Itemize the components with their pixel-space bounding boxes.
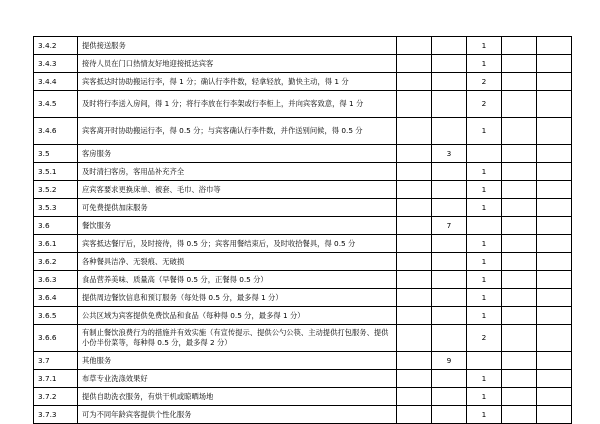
empty-cell xyxy=(537,91,572,118)
section-score-cell xyxy=(432,370,467,388)
section-score-cell xyxy=(432,253,467,271)
empty-cell xyxy=(502,307,537,325)
empty-cell xyxy=(397,352,432,370)
empty-cell xyxy=(502,163,537,181)
empty-cell xyxy=(537,235,572,253)
empty-cell xyxy=(537,199,572,217)
item-description-cell xyxy=(78,325,397,352)
item-code-text: 3.6.5 xyxy=(38,310,57,320)
empty-cell xyxy=(502,118,537,145)
empty-cell xyxy=(537,289,572,307)
item-description-cell xyxy=(78,55,397,73)
empty-cell xyxy=(502,217,537,235)
item-description-text: 公共区域为宾客提供免费饮品和食品（每种得 0.5 分，最多得 1 分） xyxy=(82,310,305,320)
item-score-cell xyxy=(467,388,502,406)
section-score-cell xyxy=(432,181,467,199)
item-score-cell xyxy=(467,145,502,163)
item-description-text: 提供自助洗衣服务，有烘干机或晾晒场地 xyxy=(82,391,214,401)
empty-cell xyxy=(397,271,432,289)
item-code-cell xyxy=(34,55,78,73)
item-description-cell xyxy=(78,217,397,235)
item-description-cell xyxy=(78,271,397,289)
item-code-text: 3.5.3 xyxy=(38,202,57,212)
section-score-cell xyxy=(432,325,467,352)
empty-cell xyxy=(537,406,572,424)
item-code-text: 3.4.3 xyxy=(38,58,57,68)
item-score-text: 1 xyxy=(481,166,487,176)
item-description-cell xyxy=(78,91,397,118)
item-description-text: 布草专业洗涤效果好 xyxy=(82,373,148,383)
item-description-text: 提供周边餐饮信息和预订服务（每处得 0.5 分，最多得 1 分） xyxy=(82,292,283,302)
item-score-cell xyxy=(467,235,502,253)
item-description-text: 接待人员在门口热情友好地迎接抵达宾客 xyxy=(82,58,214,68)
empty-cell xyxy=(397,91,432,118)
table-row xyxy=(34,199,572,217)
empty-cell xyxy=(502,199,537,217)
empty-cell xyxy=(502,289,537,307)
section-score-cell xyxy=(432,118,467,145)
scoring-table xyxy=(33,36,572,424)
empty-cell xyxy=(397,325,432,352)
item-score-text: 1 xyxy=(481,238,487,248)
item-score-text: 2 xyxy=(481,76,487,86)
item-description-cell xyxy=(78,73,397,91)
empty-cell xyxy=(502,352,537,370)
section-score-cell xyxy=(432,145,467,163)
item-code-text: 3.6.6 xyxy=(38,333,57,342)
item-description-cell xyxy=(78,253,397,271)
item-description-text: 其他服务 xyxy=(82,355,112,365)
item-code-text: 3.6.2 xyxy=(38,256,57,266)
table-row xyxy=(34,388,572,406)
item-description-text: 各种餐具洁净、无裂痕、无破损 xyxy=(82,256,185,266)
item-score-text: 1 xyxy=(481,126,487,135)
table-row xyxy=(34,163,572,181)
item-score-cell xyxy=(467,55,502,73)
table-row xyxy=(34,352,572,370)
table-row xyxy=(34,307,572,325)
section-score-cell xyxy=(432,73,467,91)
empty-cell xyxy=(397,370,432,388)
item-score-cell xyxy=(467,199,502,217)
item-code-text: 3.7.2 xyxy=(38,391,57,401)
item-description-text: 及时将行李送入房间，得 1 分；将行李放在行李架或行李柜上，并向宾客致意，得 1 分 xyxy=(82,99,364,108)
empty-cell xyxy=(537,73,572,91)
item-code-cell xyxy=(34,181,78,199)
item-score-text: 1 xyxy=(481,184,487,194)
item-code-cell xyxy=(34,91,78,118)
table-row xyxy=(34,181,572,199)
item-code-text: 3.7.3 xyxy=(38,409,57,419)
section-score-cell xyxy=(432,163,467,181)
empty-cell xyxy=(537,163,572,181)
empty-cell xyxy=(397,118,432,145)
section-score-cell xyxy=(432,199,467,217)
table-row xyxy=(34,217,572,235)
item-description-cell xyxy=(78,307,397,325)
item-code-cell xyxy=(34,370,78,388)
item-score-text: 1 xyxy=(481,292,487,302)
table-row xyxy=(34,325,572,352)
item-description-text: 可免费提供加床服务 xyxy=(82,202,148,212)
item-score-text: 1 xyxy=(481,256,487,266)
item-description-text: 应宾客要求更换床单、被套、毛巾、浴巾等 xyxy=(82,184,221,194)
empty-cell xyxy=(502,37,537,55)
empty-cell xyxy=(502,253,537,271)
item-code-cell xyxy=(34,163,78,181)
item-code-text: 3.7.1 xyxy=(38,373,57,383)
item-score-cell xyxy=(467,406,502,424)
item-code-text: 3.6.3 xyxy=(38,274,57,284)
item-code-cell xyxy=(34,235,78,253)
empty-cell xyxy=(397,199,432,217)
item-code-cell xyxy=(34,271,78,289)
item-description-text: 宾客抵达时协助搬运行李，得 1 分；确认行李件数，轻拿轻放，勤快主动，得 1 分 xyxy=(82,76,349,86)
item-code-cell xyxy=(34,145,78,163)
item-code-text: 3.5.1 xyxy=(38,166,57,176)
item-code-cell xyxy=(34,307,78,325)
item-description-text: 有制止餐饮浪费行为的措施并有效实施（有宣传提示、提供公勺公筷、主动提供打包服务、提供小份半份菜等，每种得 0.5 分，最多得 2 分） xyxy=(82,328,389,347)
item-description-text: 食品营养美味、质量高（早餐得 0.5 分，正餐得 0.5 分） xyxy=(82,274,268,284)
item-score-cell xyxy=(467,307,502,325)
section-score-cell xyxy=(432,352,467,370)
section-score-cell xyxy=(432,307,467,325)
empty-cell xyxy=(397,145,432,163)
table-row xyxy=(34,91,572,118)
section-score-cell xyxy=(432,406,467,424)
item-score-cell xyxy=(467,217,502,235)
item-description-cell xyxy=(78,145,397,163)
empty-cell xyxy=(537,118,572,145)
item-score-cell xyxy=(467,37,502,55)
item-description-cell xyxy=(78,388,397,406)
empty-cell xyxy=(537,325,572,352)
item-score-cell xyxy=(467,289,502,307)
table-row xyxy=(34,145,572,163)
item-code-text: 3.5.2 xyxy=(38,184,57,194)
empty-cell xyxy=(397,388,432,406)
empty-cell xyxy=(502,181,537,199)
item-code-text: 3.4.4 xyxy=(38,76,57,86)
item-code-cell xyxy=(34,253,78,271)
item-code-text: 3.7 xyxy=(38,355,50,365)
empty-cell xyxy=(537,271,572,289)
item-code-cell xyxy=(34,406,78,424)
empty-cell xyxy=(537,181,572,199)
item-description-text: 可为不同年龄宾客提供个性化服务 xyxy=(82,409,192,419)
item-code-cell xyxy=(34,118,78,145)
item-score-cell xyxy=(467,325,502,352)
item-score-text: 1 xyxy=(481,409,487,419)
empty-cell xyxy=(397,289,432,307)
item-description-cell xyxy=(78,181,397,199)
empty-cell xyxy=(502,271,537,289)
item-description-text: 及时清扫客房，客用品补充齐全 xyxy=(82,166,185,176)
section-score-cell xyxy=(432,91,467,118)
item-description-cell xyxy=(78,289,397,307)
item-description-cell xyxy=(78,352,397,370)
item-code-cell xyxy=(34,352,78,370)
empty-cell xyxy=(502,55,537,73)
item-description-cell xyxy=(78,370,397,388)
item-code-text: 3.4.2 xyxy=(38,40,57,50)
item-code-text: 3.5 xyxy=(38,148,50,158)
empty-cell xyxy=(537,253,572,271)
item-code-cell xyxy=(34,325,78,352)
table-row xyxy=(34,406,572,424)
item-description-text: 宾客离开时协助搬运行李，得 0.5 分；与宾客确认行李件数，并作送别问候，得 0.5 分 xyxy=(82,126,363,135)
empty-cell xyxy=(397,73,432,91)
table-row xyxy=(34,55,572,73)
empty-cell xyxy=(502,91,537,118)
section-score-cell xyxy=(432,388,467,406)
empty-cell xyxy=(397,406,432,424)
table-row xyxy=(34,253,572,271)
empty-cell xyxy=(537,37,572,55)
item-description-cell xyxy=(78,118,397,145)
empty-cell xyxy=(502,325,537,352)
section-score-cell xyxy=(432,235,467,253)
item-score-text: 1 xyxy=(481,202,487,212)
section-score-cell xyxy=(432,289,467,307)
item-score-cell xyxy=(467,73,502,91)
item-description-text: 宾客抵达餐厅后，及时接待，得 0.5 分；宾客用餐结束后，及时收拾餐具，得 0.5 分 xyxy=(82,238,356,248)
table-row xyxy=(34,73,572,91)
item-description-cell xyxy=(78,406,397,424)
table-row xyxy=(34,271,572,289)
empty-cell xyxy=(397,253,432,271)
empty-cell xyxy=(537,55,572,73)
item-code-cell xyxy=(34,37,78,55)
item-description-text: 餐饮服务 xyxy=(82,220,112,230)
empty-cell xyxy=(397,37,432,55)
empty-cell xyxy=(502,370,537,388)
empty-cell xyxy=(397,217,432,235)
empty-cell xyxy=(537,370,572,388)
empty-cell xyxy=(502,145,537,163)
item-description-cell xyxy=(78,37,397,55)
item-score-cell xyxy=(467,118,502,145)
item-score-cell xyxy=(467,352,502,370)
section-score-cell xyxy=(432,37,467,55)
item-score-cell xyxy=(467,370,502,388)
table-body xyxy=(34,37,572,424)
item-score-cell xyxy=(467,253,502,271)
empty-cell xyxy=(397,235,432,253)
empty-cell xyxy=(537,217,572,235)
item-description-cell xyxy=(78,199,397,217)
empty-cell xyxy=(537,352,572,370)
item-code-text: 3.4.5 xyxy=(38,99,57,108)
item-code-text: 3.6.1 xyxy=(38,238,57,248)
item-description-cell xyxy=(78,163,397,181)
section-score-cell xyxy=(432,55,467,73)
item-description-cell xyxy=(78,235,397,253)
item-score-cell xyxy=(467,181,502,199)
item-score-text: 1 xyxy=(481,373,487,383)
section-score-text: 9 xyxy=(446,355,452,365)
section-score-text: 3 xyxy=(446,148,452,158)
item-score-text: 2 xyxy=(481,333,487,342)
table-row xyxy=(34,289,572,307)
item-score-cell xyxy=(467,163,502,181)
item-score-cell xyxy=(467,271,502,289)
empty-cell xyxy=(502,388,537,406)
empty-cell xyxy=(502,73,537,91)
item-description-text: 提供接送服务 xyxy=(82,40,126,50)
item-code-cell xyxy=(34,73,78,91)
empty-cell xyxy=(537,145,572,163)
empty-cell xyxy=(397,181,432,199)
item-code-cell xyxy=(34,217,78,235)
item-code-cell xyxy=(34,199,78,217)
item-code-text: 3.4.6 xyxy=(38,126,57,135)
item-score-text: 1 xyxy=(481,391,487,401)
item-code-cell xyxy=(34,289,78,307)
empty-cell xyxy=(537,307,572,325)
empty-cell xyxy=(502,235,537,253)
item-score-text: 1 xyxy=(481,40,487,50)
item-code-cell xyxy=(34,388,78,406)
item-code-text: 3.6.4 xyxy=(38,292,57,302)
item-code-text: 3.6 xyxy=(38,220,50,230)
table-row xyxy=(34,370,572,388)
table-row xyxy=(34,118,572,145)
item-score-text: 2 xyxy=(481,99,487,108)
item-score-text: 1 xyxy=(481,58,487,68)
item-score-cell xyxy=(467,91,502,118)
item-score-text: 1 xyxy=(481,310,487,320)
item-description-text: 客房服务 xyxy=(82,148,112,158)
table-row xyxy=(34,37,572,55)
empty-cell xyxy=(537,388,572,406)
section-score-text: 7 xyxy=(446,220,452,230)
empty-cell xyxy=(397,163,432,181)
section-score-cell xyxy=(432,271,467,289)
empty-cell xyxy=(397,307,432,325)
empty-cell xyxy=(502,406,537,424)
item-score-text: 1 xyxy=(481,274,487,284)
section-score-cell xyxy=(432,217,467,235)
table-row xyxy=(34,235,572,253)
empty-cell xyxy=(397,55,432,73)
